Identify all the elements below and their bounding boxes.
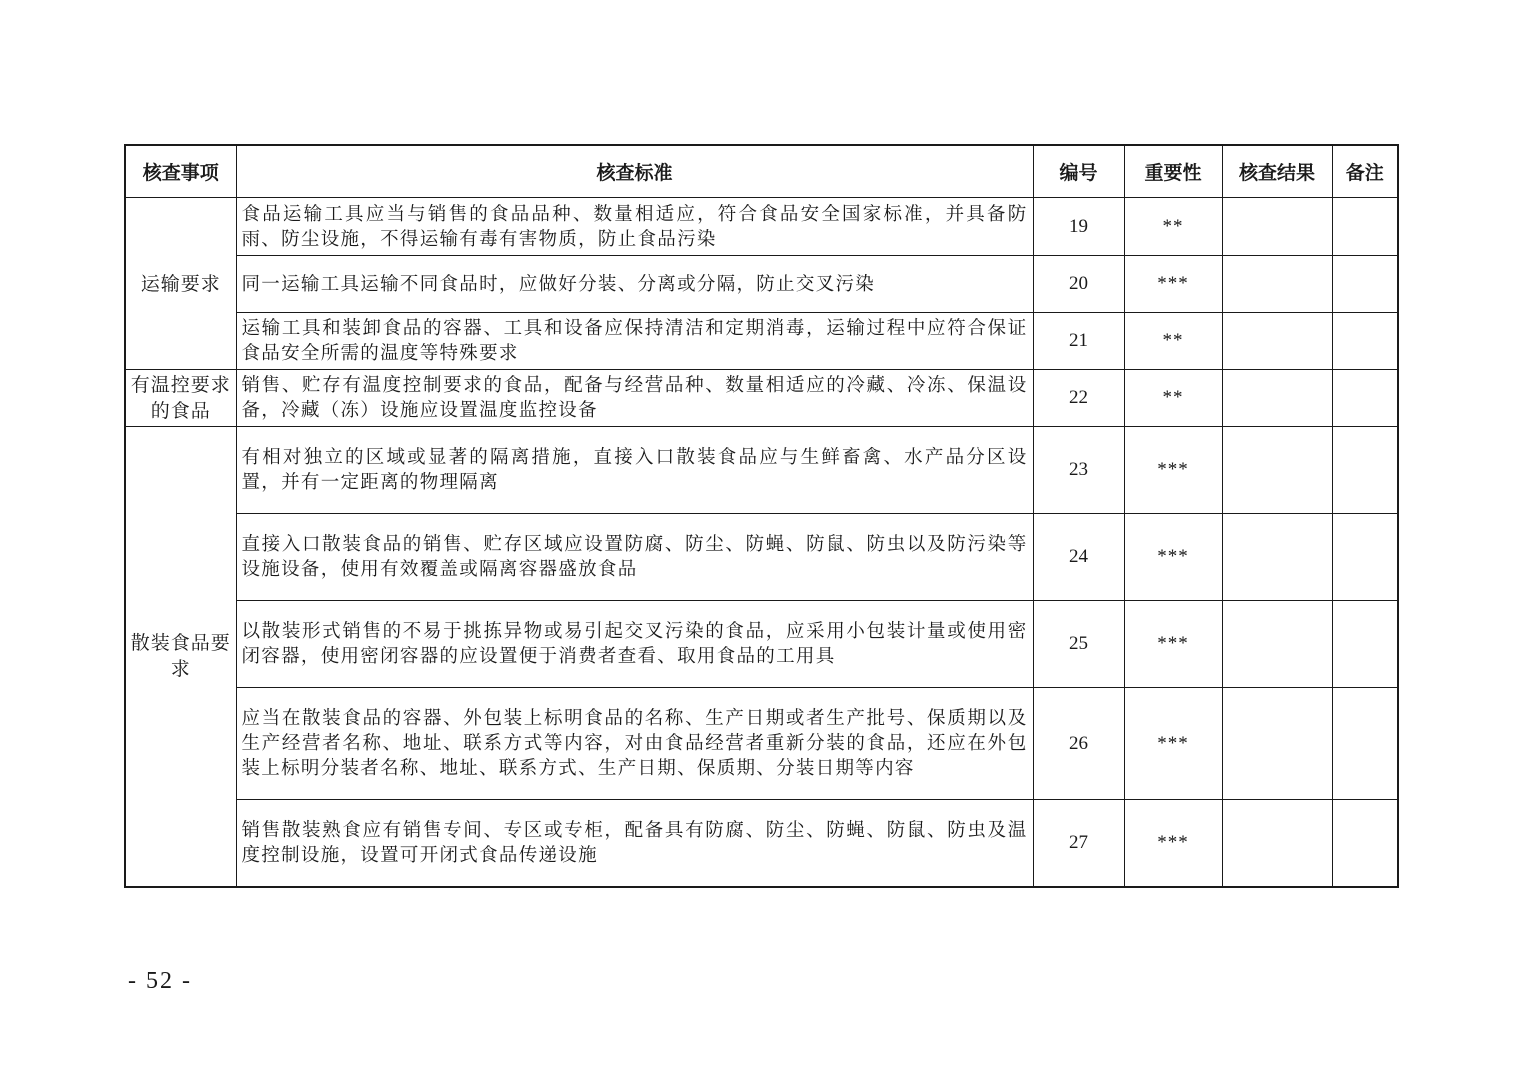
importance-cell: ***: [1124, 601, 1222, 688]
remark-cell[interactable]: [1332, 370, 1398, 427]
result-cell[interactable]: [1222, 514, 1332, 601]
result-cell[interactable]: [1222, 601, 1332, 688]
criteria-cell: 以散装形式销售的不易于挑拣异物或易引起交叉污染的食品，应采用小包装计量或使用密闭容器，使用密闭容器的应设置便于消费者查看、取用食品的工用具: [236, 601, 1033, 688]
category-bulk: 散装食品要求: [125, 427, 236, 887]
result-cell[interactable]: [1222, 198, 1332, 256]
importance-cell: **: [1124, 198, 1222, 256]
result-cell[interactable]: [1222, 800, 1332, 887]
remark-cell[interactable]: [1332, 800, 1398, 887]
importance-cell: ***: [1124, 800, 1222, 887]
table-row: [125, 514, 1398, 601]
criteria-cell: 食品运输工具应当与销售的食品品种、数量相适应，符合食品安全国家标准，并具备防雨、防尘设施，不得运输有毒有害物质，防止食品污染: [236, 198, 1033, 256]
category-transport: 运输要求: [125, 198, 236, 370]
number-cell: 19: [1033, 198, 1124, 256]
criteria-cell: 销售、贮存有温度控制要求的食品，配备与经营品种、数量相适应的冷藏、冷冻、保温设备，冷藏（冻）设施应设置温度监控设备: [236, 370, 1033, 427]
importance-cell: ***: [1124, 688, 1222, 800]
importance-cell: ***: [1124, 514, 1222, 601]
criteria-cell: 销售散装熟食应有销售专间、专区或专柜，配备具有防腐、防尘、防蝇、防鼠、防虫及温度控制设施，设置可开闭式食品传递设施: [236, 800, 1033, 887]
header-category: 核查事项: [125, 145, 236, 198]
result-cell[interactable]: [1222, 256, 1332, 313]
header-criteria: 核查标准: [236, 145, 1033, 198]
remark-cell[interactable]: [1332, 688, 1398, 800]
table-row: [125, 601, 1398, 688]
header-remark: 备注: [1332, 145, 1398, 198]
header-importance: 重要性: [1124, 145, 1222, 198]
remark-cell[interactable]: [1332, 601, 1398, 688]
table-header-row: [125, 145, 1398, 198]
remark-cell[interactable]: [1332, 427, 1398, 514]
table-row: [125, 427, 1398, 514]
importance-cell: **: [1124, 313, 1222, 370]
number-cell: 27: [1033, 800, 1124, 887]
number-cell: 21: [1033, 313, 1124, 370]
number-cell: 20: [1033, 256, 1124, 313]
criteria-cell: 有相对独立的区域或显著的隔离措施，直接入口散装食品应与生鲜畜禽、水产品分区设置，并有一定距离的物理隔离: [236, 427, 1033, 514]
table-row: [125, 370, 1398, 427]
category-temperature: 有温控要求的食品: [125, 370, 236, 427]
header-number: 编号: [1033, 145, 1124, 198]
number-cell: 23: [1033, 427, 1124, 514]
table-row: [125, 198, 1398, 256]
importance-cell: **: [1124, 370, 1222, 427]
remark-cell[interactable]: [1332, 198, 1398, 256]
inspection-table: [124, 144, 1399, 888]
table-row: [125, 688, 1398, 800]
number-cell: 26: [1033, 688, 1124, 800]
remark-cell[interactable]: [1332, 514, 1398, 601]
criteria-cell: 直接入口散装食品的销售、贮存区域应设置防腐、防尘、防蝇、防鼠、防虫以及防污染等设施设备，使用有效覆盖或隔离容器盛放食品: [236, 514, 1033, 601]
result-cell[interactable]: [1222, 427, 1332, 514]
page-number: - 52 -: [128, 968, 192, 994]
header-result: 核查结果: [1222, 145, 1332, 198]
number-cell: 24: [1033, 514, 1124, 601]
result-cell[interactable]: [1222, 688, 1332, 800]
criteria-cell: 运输工具和装卸食品的容器、工具和设备应保持清洁和定期消毒，运输过程中应符合保证食品安全所需的温度等特殊要求: [236, 313, 1033, 370]
criteria-cell: 应当在散装食品的容器、外包装上标明食品的名称、生产日期或者生产批号、保质期以及生产经营者名称、地址、联系方式等内容，对由食品经营者重新分装的食品，还应在外包装上标明分装者名称、地址、联系方式、生产日期、保质期、分装日期等内容: [236, 688, 1033, 800]
importance-cell: ***: [1124, 256, 1222, 313]
table-row: [125, 256, 1398, 313]
result-cell[interactable]: [1222, 313, 1332, 370]
remark-cell[interactable]: [1332, 256, 1398, 313]
result-cell[interactable]: [1222, 370, 1332, 427]
table-row: [125, 800, 1398, 887]
number-cell: 25: [1033, 601, 1124, 688]
criteria-cell: 同一运输工具运输不同食品时，应做好分装、分离或分隔，防止交叉污染: [236, 256, 1033, 313]
importance-cell: ***: [1124, 427, 1222, 514]
remark-cell[interactable]: [1332, 313, 1398, 370]
number-cell: 22: [1033, 370, 1124, 427]
table-row: [125, 313, 1398, 370]
